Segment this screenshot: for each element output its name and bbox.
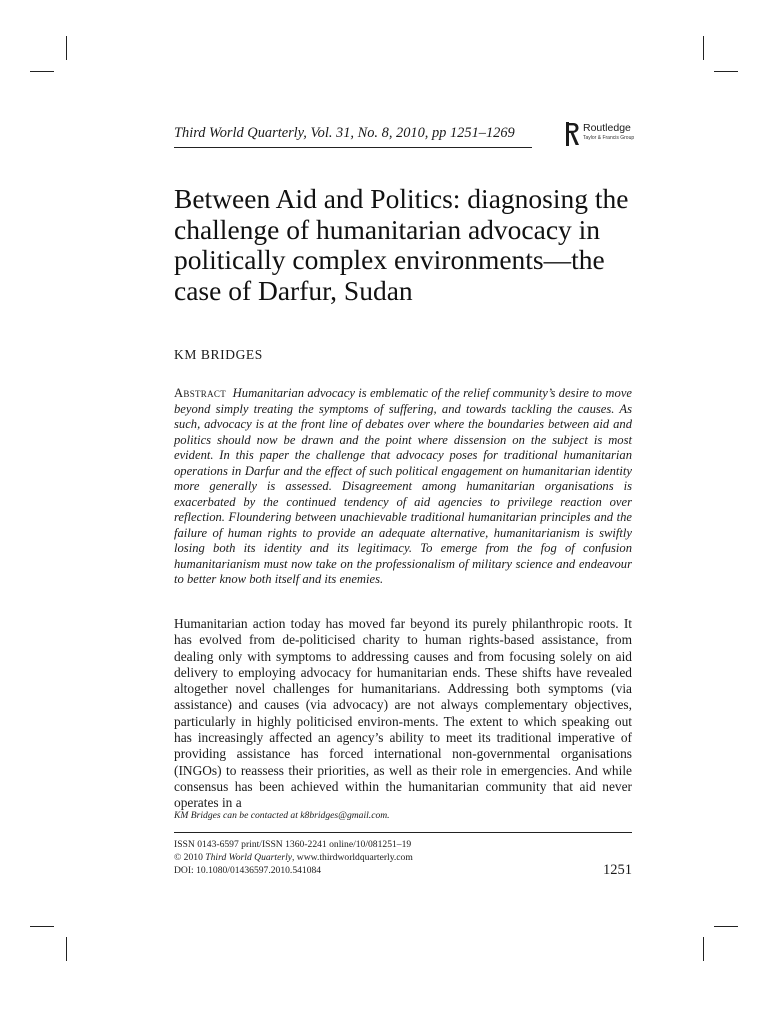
crop-mark-top-left-vertical — [66, 36, 67, 60]
crop-mark-bottom-left-vertical — [66, 937, 67, 961]
copyright-line — [174, 851, 413, 864]
crop-mark-bottom-left-horizontal — [30, 926, 54, 927]
publisher-name: Routledge — [583, 122, 631, 134]
footer-rule — [174, 832, 632, 833]
copyright-suffix: , www.thirdworldquarterly.com — [292, 852, 413, 864]
crop-mark-bottom-right-vertical — [703, 937, 704, 961]
abstract-text: Humanitarian advocacy is emblematic of the relief community’s desire to move beyond simply treating the symptoms of suffering, and towards tackling the causes. As such, advocacy is at the front line of debates over where the boundaries between aid and politics should now be drawn and the point where dissension on the subject is most evident. In this paper the challenge that advocacy poses for traditional humanitarian operations in Darfur and the effect of such political engagement on humanitarian identity more generally is assessed. Disagreement among humanitarian organisations is exacerbated by the continued tendency of aid agencies to privilege reaction over reflection. Floundering between unachievable traditional humanitarian principles and the failure of human rights to provide an adequate alternative, humanitarianism is swiftly losing both its identity and its legitimacy. To emerge from the fog of confusion humanitarianism must now take on the professionalism of military science and endeavour to better know both itself and its enemies. — [174, 386, 633, 586]
publisher-logo — [566, 120, 646, 152]
abstract-label: Abstract — [174, 386, 227, 400]
crop-mark-top-right-vertical — [703, 36, 704, 60]
article-author: KM BRIDGES — [174, 347, 263, 362]
body-paragraph: Humanitarian action today has moved far beyond its purely philanthropic roots. It has evolved from de-politicised charity to human rights-based assistance, from dealing only with symptoms to addressing causes and from focusing solely on aid delivery to employing advocacy for humanitarian ends. These shifts have revealed altogether novel challenges for humanitarians. Addressing both symptoms (via assistance) and causes (via advocacy) are not always complementary objectives, particularly in highly politicised environ-ments. The extent to which speaking out has increasingly affected an agency’s ability to meet its traditional imperative of providing assistance has forced international non-governmental organisations (INGOs) to reassess their priorities, as well as their role in emergencies. And while consensus has been achieved within the humanitarian community that aid never operates in a — [174, 616, 632, 811]
copyright-journal: Third World Quarterly — [205, 852, 292, 864]
author-contact-footnote: KM Bridges can be contacted at k8bridges@gmail.com. — [174, 810, 390, 821]
doi-line: DOI: 10.1080/01436597.2010.541084 — [174, 865, 322, 877]
publication-info — [174, 838, 413, 878]
header-rule — [174, 147, 532, 148]
page-number: 1251 — [603, 862, 632, 878]
abstract — [174, 386, 632, 588]
issn-line: ISSN 0143-6597 print/ISSN 1360-2241 online/10/081251–19 — [174, 839, 412, 850]
crop-mark-top-right-horizontal — [714, 71, 738, 72]
crop-mark-top-left-horizontal — [30, 71, 54, 72]
crop-mark-bottom-right-horizontal — [714, 926, 738, 927]
routledge-logo-icon — [566, 122, 580, 146]
publisher-group: Taylor & Francis Group — [583, 135, 635, 141]
copyright-prefix: © 2010 — [174, 852, 206, 864]
article-title: Between Aid and Politics: diagnosing the challenge of humanitarian advocacy in politically complex environments—the case of Darfur, Sudan — [174, 183, 629, 307]
journal-citation: Third World Quarterly, Vol. 31, No. 8, 2010, pp 1251–1269 — [174, 125, 515, 141]
